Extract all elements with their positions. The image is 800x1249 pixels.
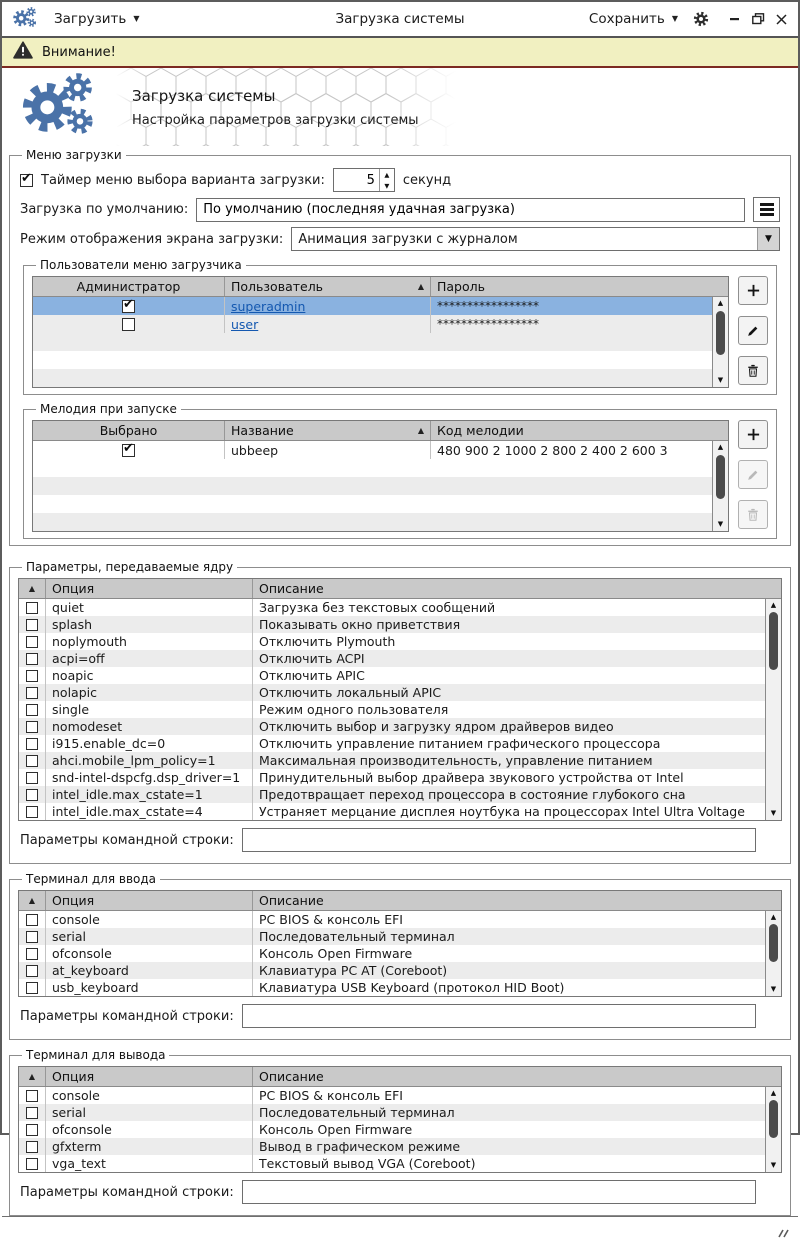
option-cell: serial: [46, 1104, 253, 1121]
warning-banner[interactable]: [2, 38, 798, 68]
column-header-description[interactable]: Описание: [259, 1069, 324, 1084]
scroll-down-icon[interactable]: ▼: [770, 1161, 777, 1169]
add-melody-button[interactable]: [738, 420, 768, 449]
column-header-option[interactable]: Опция: [46, 579, 253, 598]
option-cell: ahci.mobile_lpm_policy=1: [46, 752, 253, 769]
sort-asc-icon: ▲: [28, 896, 36, 905]
option-cell: serial: [46, 928, 253, 945]
option-checkbox[interactable]: [26, 806, 38, 818]
option-cell: usb_keyboard: [46, 979, 253, 996]
option-cell: gfxterm: [46, 1138, 253, 1155]
option-cell: intel_idle.max_cstate=1: [46, 786, 253, 803]
scrollbar[interactable]: [712, 297, 728, 387]
chevron-down-icon: ▼: [671, 14, 678, 23]
scroll-up-icon[interactable]: ▲: [717, 443, 724, 451]
input-cmdline-row: [20, 1004, 780, 1028]
display-mode-label: Режим отображения экрана загрузки:: [20, 231, 284, 247]
check-cell: [19, 650, 46, 667]
option-checkbox[interactable]: [26, 704, 38, 716]
option-cell: intel_idle.max_cstate=4: [46, 803, 253, 820]
option-cell: splash: [46, 616, 253, 633]
option-checkbox[interactable]: [26, 914, 38, 926]
output-cmdline-row: [20, 1180, 780, 1204]
option-checkbox[interactable]: [26, 619, 38, 631]
check-cell: [19, 962, 46, 979]
option-checkbox[interactable]: [26, 687, 38, 699]
option-checkbox[interactable]: [26, 1158, 38, 1170]
description-cell: Режим одного пользователя: [259, 702, 449, 717]
warning-triangle-icon: [13, 41, 33, 63]
table-row[interactable]: [19, 650, 781, 667]
description-cell: PC BIOS & консоль EFI: [259, 1088, 403, 1103]
default-boot-label: Загрузка по умолчанию:: [20, 202, 189, 217]
option-cell: noplymouth: [46, 633, 253, 650]
description-cell: Отключить управление питанием графического процессора: [259, 736, 661, 751]
password-cell: *****************: [437, 317, 539, 331]
user-cell: [225, 297, 431, 315]
option-checkbox[interactable]: [26, 1107, 38, 1119]
check-cell: [19, 979, 46, 996]
table-row[interactable]: [19, 769, 781, 786]
scrollbar-thumb[interactable]: [769, 924, 778, 962]
column-header-code[interactable]: Код мелодии: [437, 423, 524, 438]
password-cell: *****************: [437, 299, 539, 313]
description-cell: Предотвращает переход процессора в состояние глубокого сна: [259, 787, 686, 802]
save-button[interactable]: [589, 11, 678, 27]
option-checkbox[interactable]: [26, 721, 38, 733]
description-cell: Отключить APIC: [259, 668, 365, 683]
option-checkbox[interactable]: [26, 670, 38, 682]
table-row[interactable]: [19, 928, 781, 945]
default-boot-menu-button[interactable]: [753, 197, 780, 222]
kernel-table-body: [19, 599, 781, 820]
table-row[interactable]: [19, 616, 781, 633]
check-cell: [19, 718, 46, 735]
kernel-cmdline-input[interactable]: [242, 828, 756, 852]
column-header-admin[interactable]: Администратор: [33, 277, 225, 296]
table-row[interactable]: [19, 1138, 781, 1155]
kernel-table-header: [19, 579, 781, 599]
close-icon[interactable]: [774, 12, 788, 26]
output-terminal-header: [19, 1067, 781, 1087]
option-cell: console: [46, 911, 253, 928]
column-header-selected[interactable]: Выбрано: [33, 421, 225, 440]
description-cell: Показывать окно приветствия: [259, 617, 461, 632]
check-cell: [19, 1104, 46, 1121]
add-user-button[interactable]: [738, 276, 768, 305]
column-header-user[interactable]: Пользователь ▲: [225, 277, 431, 296]
sort-asc-icon: ▲: [417, 426, 424, 435]
scrollbar[interactable]: [712, 441, 728, 531]
delete-melody-button[interactable]: [738, 500, 768, 529]
timer-row: [20, 168, 780, 192]
page-title: Загрузка системы: [132, 86, 276, 105]
app-logo-gears-icon: [12, 6, 38, 33]
table-row[interactable]: [19, 1121, 781, 1138]
description-cell: PC BIOS & консоль EFI: [259, 912, 403, 927]
admin-cell: [33, 297, 225, 315]
spinner-up-icon[interactable]: ▲: [384, 170, 390, 179]
sort-asc-icon: ▲: [28, 584, 36, 593]
column-header-option[interactable]: Опция: [46, 891, 253, 910]
column-header-description[interactable]: Описание: [259, 893, 324, 908]
kernel-params-legend: Параметры, передаваемые ядру: [26, 560, 234, 574]
table-row[interactable]: [19, 1155, 781, 1172]
user-link[interactable]: superadmin: [231, 298, 306, 314]
option-cell: ofconsole: [46, 945, 253, 962]
column-header-password[interactable]: Пароль: [437, 279, 485, 294]
kernel-cmdline-row: [20, 828, 780, 852]
option-checkbox[interactable]: [26, 948, 38, 960]
table-row[interactable]: [19, 735, 781, 752]
input-cmdline-input[interactable]: [242, 1004, 756, 1028]
display-mode-value: Анимация загрузки с журналом: [298, 231, 518, 247]
save-button-label: Сохранить: [588, 11, 665, 27]
toolbar: [2, 2, 798, 38]
option-checkbox[interactable]: [26, 1124, 38, 1136]
table-row[interactable]: [19, 701, 781, 718]
table-row[interactable]: [19, 786, 781, 803]
check-cell: [19, 633, 46, 650]
admin-checkbox[interactable]: [122, 300, 135, 313]
check-cell: [19, 803, 46, 820]
output-terminal-legend: Терминал для вывода: [26, 1048, 166, 1062]
user-cell: [225, 315, 431, 333]
option-cell: noapic: [46, 667, 253, 684]
spinner-down-icon[interactable]: ▼: [384, 181, 390, 190]
option-cell: console: [46, 1087, 253, 1104]
edit-user-button[interactable]: [738, 316, 768, 345]
window-title: Загрузка системы: [335, 11, 465, 27]
scroll-up-icon[interactable]: ▲: [770, 913, 777, 921]
table-row[interactable]: [19, 667, 781, 684]
default-boot-row: [20, 197, 780, 222]
check-cell: [19, 1087, 46, 1104]
option-checkbox[interactable]: [26, 755, 38, 767]
table-row[interactable]: [19, 718, 781, 735]
user-link[interactable]: user: [231, 316, 259, 332]
description-cell: Вывод в графическом режиме: [259, 1139, 461, 1154]
table-row[interactable]: [19, 599, 781, 616]
table-row[interactable]: [19, 752, 781, 769]
description-cell: Отключить выбор и загрузку ядром драйверов видео: [259, 719, 614, 734]
admin-checkbox[interactable]: [122, 318, 135, 331]
delete-user-button[interactable]: [738, 356, 768, 385]
input-terminal-header: [19, 891, 781, 911]
input-cmdline-label: Параметры командной строки:: [20, 1008, 234, 1024]
option-cell: i915.enable_dc=0: [46, 735, 253, 752]
minimize-icon[interactable]: [728, 12, 742, 26]
description-cell: Максимальная производительность, управление питанием: [259, 753, 653, 768]
column-header-option[interactable]: Опция: [46, 1067, 253, 1086]
table-row[interactable]: [33, 441, 728, 459]
warning-text: Внимание!: [42, 44, 116, 60]
check-cell: [19, 735, 46, 752]
selected-cell: [33, 441, 225, 459]
users-table-header: [33, 277, 728, 297]
melody-checkbox[interactable]: [122, 444, 135, 457]
table-row[interactable]: [19, 962, 781, 979]
description-cell: Консоль Open Firmware: [259, 946, 413, 961]
app-logo-gears-icon: [18, 70, 100, 144]
option-cell: nomodeset: [46, 718, 253, 735]
kernel-params-group: [9, 560, 791, 864]
check-cell: [19, 1138, 46, 1155]
option-cell: single: [46, 701, 253, 718]
scroll-down-icon[interactable]: ▼: [770, 985, 777, 993]
startup-melody-legend: Мелодия при запуске: [40, 402, 177, 416]
melody-table-body: [33, 441, 728, 531]
sort-column-header[interactable]: [19, 891, 46, 910]
check-cell: [19, 616, 46, 633]
settings-gear-icon[interactable]: [694, 12, 708, 26]
resize-grip-icon[interactable]: [774, 1223, 789, 1242]
column-header-description[interactable]: Описание: [259, 581, 324, 596]
load-button[interactable]: [54, 11, 140, 27]
check-cell: [19, 1121, 46, 1138]
description-cell: Принудительный выбор драйвера звукового устройства от Intel: [259, 770, 684, 785]
option-cell: acpi=off: [46, 650, 253, 667]
startup-melody-group: [23, 402, 777, 539]
name-cell: ubbeep: [225, 441, 431, 459]
option-cell: vga_text: [46, 1155, 253, 1172]
boot-menu-group: [9, 148, 791, 546]
boot-users-legend: Пользователи меню загрузчика: [40, 258, 242, 272]
input-terminal-table: [18, 890, 782, 997]
table-row[interactable]: [19, 633, 781, 650]
output-terminal-group: [9, 1048, 791, 1216]
default-boot-input[interactable]: [196, 198, 745, 222]
admin-cell: [33, 315, 225, 333]
option-checkbox[interactable]: [26, 965, 38, 977]
option-checkbox[interactable]: [26, 738, 38, 750]
check-cell: [19, 1155, 46, 1172]
scrollbar[interactable]: [765, 599, 781, 820]
page-header: [2, 68, 798, 146]
option-checkbox[interactable]: [26, 653, 38, 665]
table-row[interactable]: [19, 945, 781, 962]
sort-column-header[interactable]: [19, 1067, 46, 1086]
description-cell: Консоль Open Firmware: [259, 1122, 413, 1137]
description-cell: Клавиатура USB Keyboard (протокол HID Boot): [259, 980, 565, 995]
description-cell: Устраняет мерцание дисплея ноутбука на процессорах Intel Ultra Voltage: [259, 804, 745, 819]
description-cell: Текстовый вывод VGA (Coreboot): [259, 1156, 476, 1171]
scroll-down-icon[interactable]: ▼: [717, 376, 724, 384]
description-cell: Последовательный терминал: [259, 929, 455, 944]
scroll-up-icon[interactable]: ▲: [717, 299, 724, 307]
description-cell: Отключить ACPI: [259, 651, 365, 666]
scroll-up-icon[interactable]: ▲: [770, 1089, 777, 1097]
users-table-body: [33, 297, 728, 387]
option-cell: at_keyboard: [46, 962, 253, 979]
edit-melody-button[interactable]: [738, 460, 768, 489]
output-terminal-table: [18, 1066, 782, 1173]
sort-asc-icon: ▲: [417, 282, 424, 291]
table-row[interactable]: [19, 1087, 781, 1104]
table-row[interactable]: [19, 684, 781, 701]
maximize-icon[interactable]: [751, 12, 765, 26]
boot-menu-legend: Меню загрузки: [26, 148, 122, 162]
table-row[interactable]: [33, 315, 728, 333]
option-checkbox[interactable]: [26, 636, 38, 648]
column-header-name[interactable]: Название ▲: [225, 421, 431, 440]
scroll-up-icon[interactable]: ▲: [770, 601, 777, 609]
melody-table-header: [33, 421, 728, 441]
output-terminal-body: [19, 1087, 781, 1172]
description-cell: Отключить локальный APIC: [259, 685, 442, 700]
timer-value-input[interactable]: [334, 169, 379, 191]
load-button-label: Загрузить: [54, 11, 127, 27]
check-cell: [19, 911, 46, 928]
option-checkbox[interactable]: [26, 602, 38, 614]
check-cell: [19, 599, 46, 616]
check-cell: [19, 701, 46, 718]
scroll-down-icon[interactable]: ▼: [770, 809, 777, 817]
table-row[interactable]: [19, 911, 781, 928]
kernel-cmdline-label: Параметры командной строки:: [20, 832, 234, 848]
check-cell: [19, 945, 46, 962]
users-table: [32, 276, 729, 388]
description-cell: Последовательный терминал: [259, 1105, 455, 1120]
timer-checkbox[interactable]: [20, 174, 33, 187]
scrollbar-thumb[interactable]: [716, 311, 725, 355]
input-terminal-body: [19, 911, 781, 996]
description-cell: Клавиатура PC AT (Coreboot): [259, 963, 448, 978]
table-row[interactable]: [19, 803, 781, 820]
description-cell: Загрузка без текстовых сообщений: [259, 600, 496, 615]
scrollbar-thumb[interactable]: [769, 1100, 778, 1138]
check-cell: [19, 786, 46, 803]
check-cell: [19, 928, 46, 945]
table-row[interactable]: [19, 979, 781, 996]
table-row[interactable]: [33, 297, 728, 315]
option-cell: nolapic: [46, 684, 253, 701]
kernel-params-table: [18, 578, 782, 821]
option-checkbox[interactable]: [26, 982, 38, 994]
display-mode-row: [20, 227, 780, 251]
option-cell: ofconsole: [46, 1121, 253, 1138]
timer-label: Таймер меню выбора варианта загрузки:: [41, 172, 325, 188]
scrollbar[interactable]: [765, 911, 781, 996]
scrollbar-thumb[interactable]: [769, 612, 778, 670]
sort-asc-icon: ▲: [28, 1072, 36, 1081]
scrollbar[interactable]: [765, 1087, 781, 1172]
check-cell: [19, 769, 46, 786]
option-checkbox[interactable]: [26, 772, 38, 784]
check-cell: [19, 684, 46, 701]
sort-column-header[interactable]: [19, 579, 46, 598]
timer-spinner: [333, 168, 395, 192]
scroll-down-icon[interactable]: ▼: [717, 520, 724, 528]
option-checkbox[interactable]: [26, 1090, 38, 1102]
check-cell: [19, 752, 46, 769]
check-cell: [19, 667, 46, 684]
melody-table: [32, 420, 729, 532]
table-row[interactable]: [19, 1104, 781, 1121]
boot-users-group: [23, 258, 777, 395]
chevron-down-icon: ▼: [757, 228, 779, 250]
output-cmdline-label: Параметры командной строки:: [20, 1184, 234, 1200]
input-terminal-group: [9, 872, 791, 1040]
status-bar: [2, 1216, 798, 1249]
chevron-down-icon: ▼: [133, 14, 140, 23]
page-subtitle: Настройка параметров загрузки системы: [132, 112, 419, 128]
option-checkbox[interactable]: [26, 1141, 38, 1153]
scrollbar-thumb[interactable]: [716, 455, 725, 499]
timer-unit-label: секунд: [402, 172, 452, 188]
input-terminal-legend: Терминал для ввода: [26, 872, 157, 886]
option-cell: quiet: [46, 599, 253, 616]
option-cell: snd-intel-dspcfg.dsp_driver=1: [46, 769, 253, 786]
code-cell: 480 900 2 1000 2 800 2 400 2 600 3: [437, 442, 668, 458]
display-mode-select[interactable]: [291, 227, 780, 251]
option-checkbox[interactable]: [26, 789, 38, 801]
description-cell: Отключить Plymouth: [259, 634, 396, 649]
output-cmdline-input[interactable]: [242, 1180, 756, 1204]
option-checkbox[interactable]: [26, 931, 38, 943]
